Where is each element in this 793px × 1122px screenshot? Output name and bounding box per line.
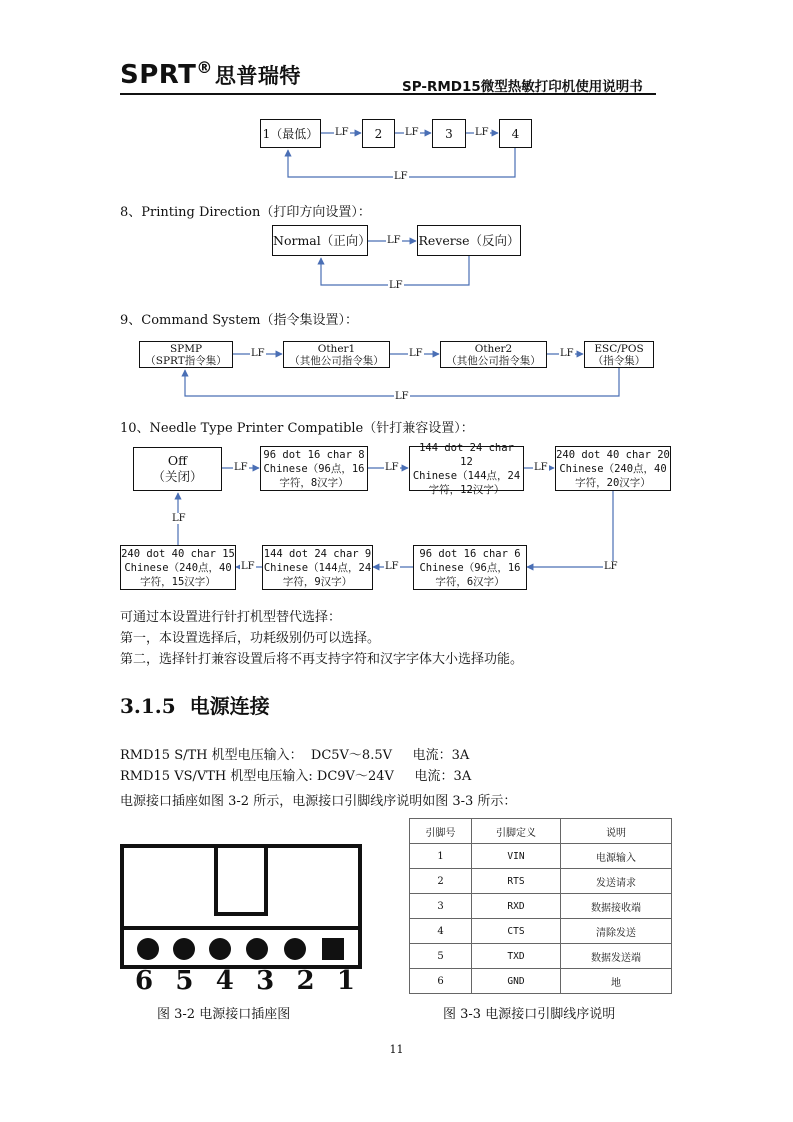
needle-box-144-9: 144 dot 24 char 9 Chinese（144点，24 字符，9汉字） [262,545,373,590]
lf-label: LF [385,462,399,473]
table-row: 6 GND 地 [410,969,672,994]
density-box-4: 4 [499,119,532,148]
lf-label: LF [251,348,265,359]
table-header: 说明 [561,819,672,844]
page-number: 11 [389,1043,404,1056]
note-line: 第二，选择针打兼容设置后将不再支持字符和汉字字体大小选择功能。 [120,652,524,667]
command-box-escpos: ESC/POS （指令集） [584,341,654,368]
lf-label: LF [387,235,401,246]
table-header: 引脚定义 [472,819,561,844]
header-brand-cn: 思普瑞特 [214,64,301,88]
lf-label: LF [395,391,409,402]
density-box-2: 2 [362,119,395,148]
pin-table [409,818,672,994]
pin-3-icon [246,938,268,960]
needle-box-off: Off （关闭） [133,447,222,491]
needle-title: 10、Needle Type Printer Compatible（针打兼容设置）： [120,421,474,436]
pin-5-icon [173,938,195,960]
command-title: 9、Command System（指令集设置）： [120,313,358,328]
connector-caption: 图 3-2 电源接口插座图 [157,1007,291,1022]
pin-2-icon [284,938,306,960]
command-box-other1: Other1 （其他公司指令集） [283,341,390,368]
needle-box-144-12: 144 dot 24 char 12 Chinese（144点，24 字符，12汉字） [409,446,524,491]
lf-label: LF [335,127,349,138]
lf-label: LF [385,561,399,572]
note-line: 第一，本设置选择后，功耗级别仍可以选择。 [120,631,381,646]
table-row: 5 TXD 数据发送端 [410,944,672,969]
pin-6-icon [137,938,159,960]
table-row: 3 RXD 数据接收端 [410,894,672,919]
lf-label: LF [534,462,548,473]
needle-box-96-8: 96 dot 16 char 8 Chinese（96点，16 字符，8汉字） [260,446,368,491]
section-heading: 3.1.5 电源连接 [120,694,270,718]
power-intro: 电源接口插座如图 3-2 所示，电源接口引脚线序说明如图 3-3 所示： [120,794,517,809]
header-doc-title: SP-RMD15微型热敏打印机使用说明书 [402,79,643,95]
direction-box-normal: Normal（正向） [272,225,368,256]
needle-box-240-15: 240 dot 40 char 15 Chinese（240点，40 字符，15汉字） [120,545,236,590]
lf-label: LF [172,513,186,524]
lf-label: LF [560,348,574,359]
table-row: 1 VIN 电源输入 [410,844,672,869]
density-box-3: 3 [432,119,466,148]
table-row: 2 RTS 发送请求 [410,869,672,894]
lf-label: LF [475,127,489,138]
density-box-1: 1（最低） [260,119,321,148]
direction-title: 8、Printing Direction（打印方向设置）： [120,205,371,220]
lf-label: LF [405,127,419,138]
command-box-spmp: SPMP （SPRT指令集） [139,341,233,368]
pin-table-caption: 图 3-3 电源接口引脚线序说明 [443,1007,616,1022]
header-brand: SPRT®思普瑞特 [120,58,301,90]
connector-pin-numbers: 6 5 4 3 2 1 [135,966,355,996]
table-header: 引脚号 [410,819,472,844]
lf-label: LF [604,561,618,572]
power-line-1: RMD15 S/TH 机型电压输入： DC5V～8.5V 电流：3A [120,748,470,763]
command-box-other2: Other2 （其他公司指令集） [440,341,547,368]
needle-box-240-20: 240 dot 40 char 20 Chinese（240点，40 字符，20汉字） [555,446,671,491]
note-line: 可通过本设置进行针打机型替代选择： [120,610,342,625]
table-row: 4 CTS 清除发送 [410,919,672,944]
pin-1-icon [322,938,344,960]
lf-label: LF [234,462,248,473]
lf-label: LF [394,171,408,182]
lf-label: LF [389,280,403,291]
needle-box-96-6: 96 dot 16 char 6 Chinese（96点，16 字符，6汉字） [413,545,527,590]
lf-label: LF [409,348,423,359]
direction-box-reverse: Reverse（反向） [417,225,521,256]
power-line-2: RMD15 VS/VTH 机型电压输入: DC9V～24V 电流：3A [120,769,472,784]
lf-label: LF [241,561,255,572]
pin-4-icon [209,938,231,960]
table-header-row [410,819,672,844]
